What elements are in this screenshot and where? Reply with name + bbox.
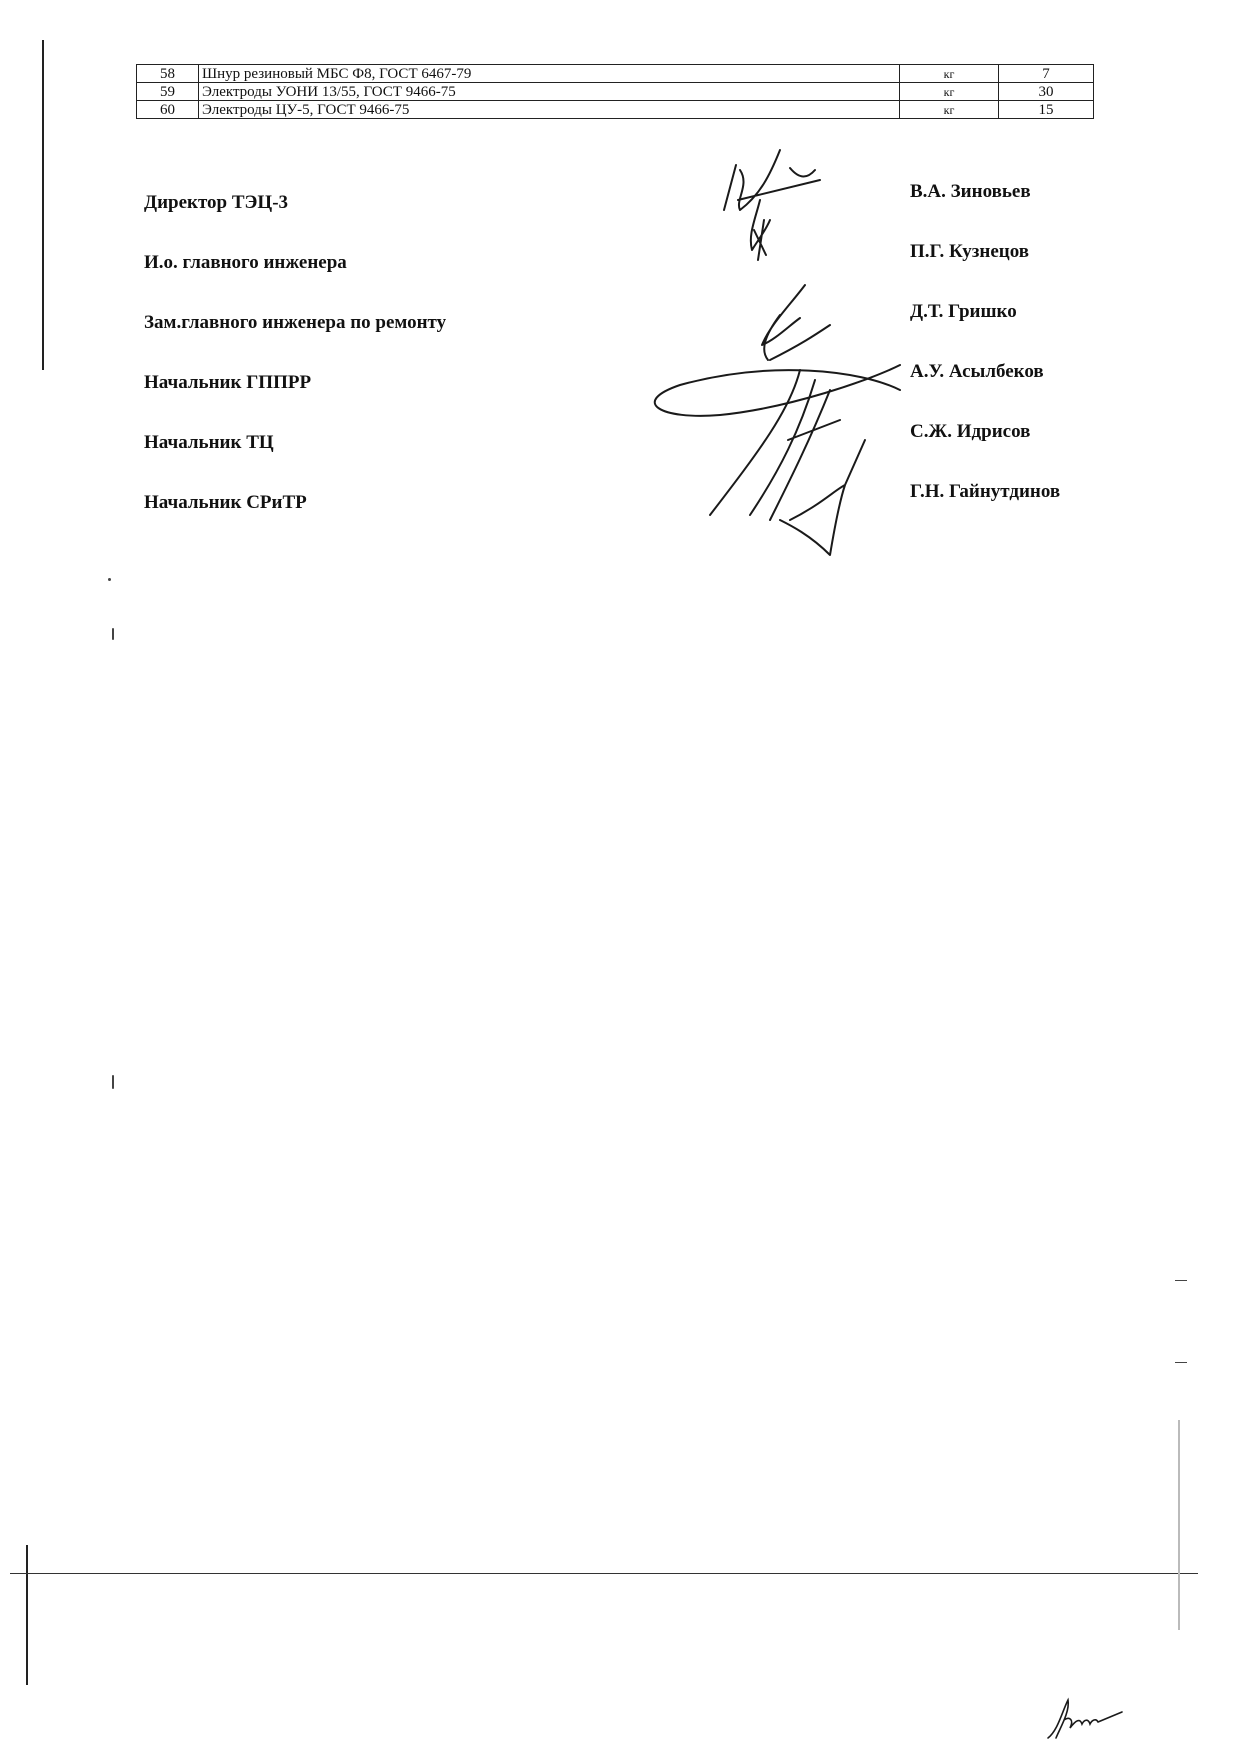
item-number: 58: [137, 65, 199, 83]
table-row: [137, 65, 1094, 83]
item-unit: кг: [900, 65, 999, 83]
signatory-title: Начальник ТЦ: [144, 432, 274, 453]
item-quantity: 7: [999, 65, 1094, 83]
signature-stroke: [710, 370, 840, 520]
item-name: Шнур резиновый МБС Ф8, ГОСТ 6467-79: [199, 65, 900, 83]
item-unit: кг: [900, 83, 999, 101]
scan-speck: [112, 1075, 114, 1089]
item-number: 60: [137, 101, 199, 119]
handwritten-signatures: [640, 140, 940, 570]
signature-stroke: [724, 150, 820, 210]
initials-stroke: [1048, 1700, 1122, 1738]
signatory-title: Директор ТЭЦ-3: [144, 192, 289, 213]
scan-speck: [112, 628, 114, 640]
scan-speck: [108, 578, 111, 581]
signatory-title: Зам.главного инженера по ремонту: [144, 312, 447, 333]
signature-stroke: [751, 200, 770, 260]
item-unit: кг: [900, 101, 999, 119]
scan-speck: [1175, 1280, 1187, 1281]
item-quantity: 30: [999, 83, 1094, 101]
items-table: [136, 64, 1094, 119]
signature-stroke: [780, 440, 865, 555]
item-quantity: 15: [999, 101, 1094, 119]
table-row: [137, 83, 1094, 101]
item-number: 59: [137, 83, 199, 101]
signatory-title: Начальник СРиТР: [144, 492, 307, 513]
item-name: Электроды ЦУ-5, ГОСТ 9466-75: [199, 101, 900, 119]
scan-speck: [1175, 1362, 1187, 1363]
signatory-title: Начальник ГППРР: [144, 372, 312, 393]
signatory-name: В.А. Зиновьев: [910, 181, 1031, 202]
signature-stroke: [762, 285, 830, 360]
scan-left-edge-line: [42, 40, 44, 370]
item-name: Электроды УОНИ 13/55, ГОСТ 9466-75: [199, 83, 900, 101]
signatory-name: А.У. Асылбеков: [910, 361, 1044, 382]
scan-speck: [1178, 1420, 1180, 1630]
table-row: [137, 101, 1094, 119]
signatory-name: Г.Н. Гайнутдинов: [910, 481, 1061, 502]
signature-stroke: [655, 365, 900, 416]
signatory-title: И.о. главного инженера: [144, 252, 347, 273]
signatory-name: П.Г. Кузнецов: [910, 241, 1030, 262]
signatory-name: Д.Т. Гришко: [910, 301, 1017, 322]
scan-left-margin-line: [26, 1545, 28, 1685]
signatory-name: С.Ж. Идрисов: [910, 421, 1031, 442]
scan-bottom-rule: [10, 1573, 1198, 1574]
handwritten-initials: [1040, 1690, 1130, 1745]
